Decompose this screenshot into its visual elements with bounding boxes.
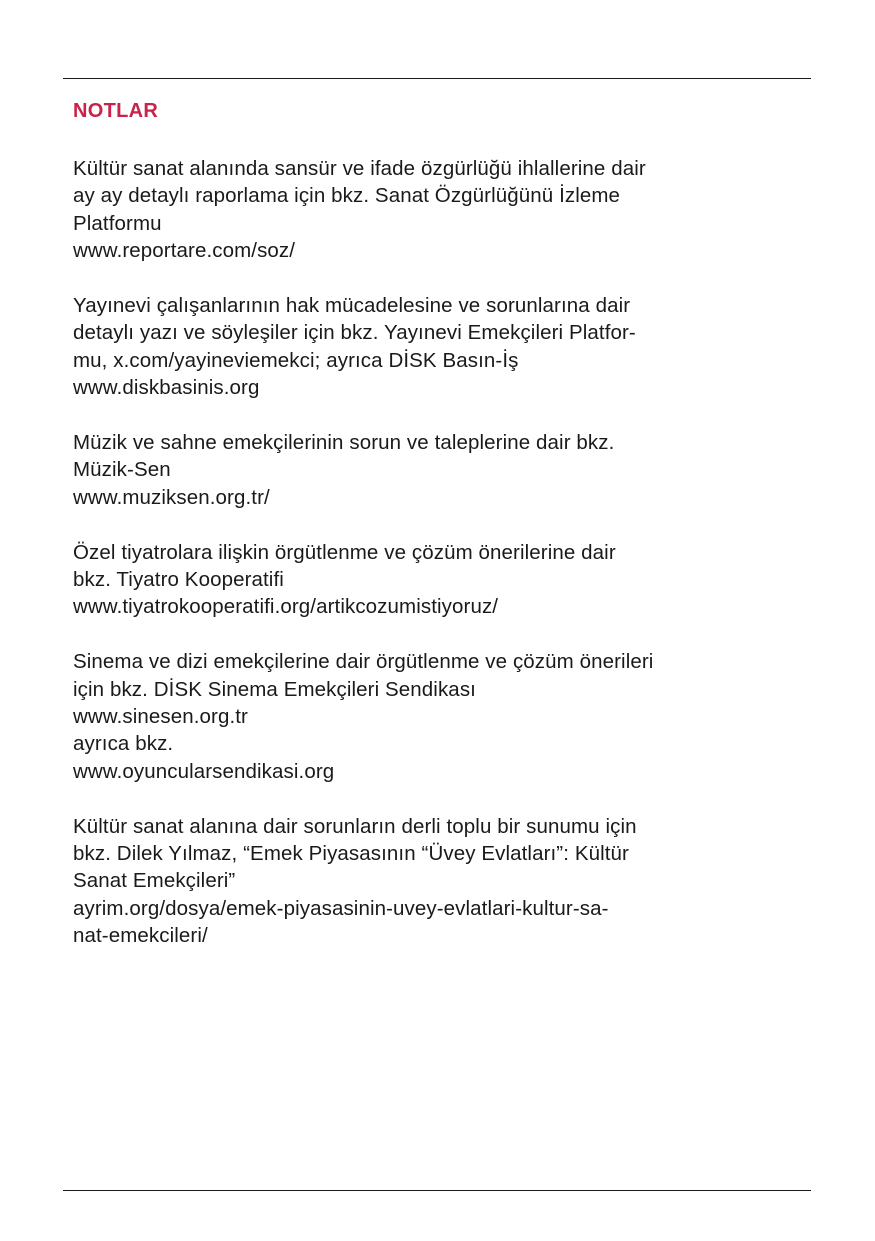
note-item [73,292,808,402]
note-link-oyuncularsendikasi[interactable]: www.oyuncularsendikasi.org [73,759,335,783]
note-text-line: Müzik ve sahne emekçilerinin sorun ve taleplerine dair bkz. [73,431,615,455]
note-item [73,155,808,265]
notes-section [73,97,808,977]
note-text-line: bkz. Tiyatro Kooperatifi [73,568,284,592]
note-text-line: bkz. Dilek Yılmaz, “Emek Piyasasının “Üvey Evlatları”: Kültür [73,842,629,866]
note-text-line: Kültür sanat alanında sansür ve ifade özgürlüğü ihlallerine dair [73,157,646,180]
note-link-diskbasinis[interactable]: www.diskbasinis.org [73,376,260,400]
note-text-line: Özel tiyatrolara ilişkin örgütlenme ve çözüm önerilerine dair [73,540,616,564]
note-item [73,429,808,511]
note-item [73,813,808,950]
note-link-muziksen[interactable]: www.muziksen.org.tr/ [73,485,270,509]
note-item [73,648,808,785]
note-text-line: detaylı yazı ve söyleşiler için bkz. Yayınevi Emekçileri Platfor- [73,321,636,345]
note-text-line: için bkz. DİSK Sinema Emekçileri Sendikası [73,677,476,701]
note-text-line: Platformu [73,211,162,235]
notes-heading: NOTLAR [73,100,159,122]
note-text-line: Sinema ve dizi emekçilerine dair örgütlenme ve çözüm önerileri [73,650,654,674]
top-rule [63,78,811,79]
note-link-tiyatrokooperatifi[interactable]: www.tiyatrokooperatifi.org/artikcozumistiyoruz/ [73,595,499,619]
note-text-line: Müzik-Sen [73,458,171,482]
note-link-ayrim[interactable]: ayrim.org/dosya/emek-piyasasinin-uvey-evlatlari-kultur-sa- [73,896,609,920]
note-link-sinesen[interactable]: www.sinesen.org.tr [73,705,248,729]
note-link-reportare[interactable]: www.reportare.com/soz/ [73,239,296,263]
note-item [73,539,808,621]
note-text-line: ay ay detaylı raporlama için bkz. Sanat Özgürlüğünü İzleme [73,184,621,208]
note-text-line: Yayınevi çalışanlarının hak mücadelesine ve sorunlarına dair [73,294,631,318]
note-text-line: mu, x.com/yayineviemekci; ayrıca DİSK Basın-İş [73,348,519,372]
bottom-rule [63,1190,811,1191]
note-text-line: ayrıca bkz. [73,732,174,756]
note-text-line: Sanat Emekçileri” [73,869,236,893]
note-link-ayrim-continued[interactable]: nat-emekcileri/ [73,924,208,948]
note-text-line: Kültür sanat alanına dair sorunların derli toplu bir sunumu için [73,814,637,838]
